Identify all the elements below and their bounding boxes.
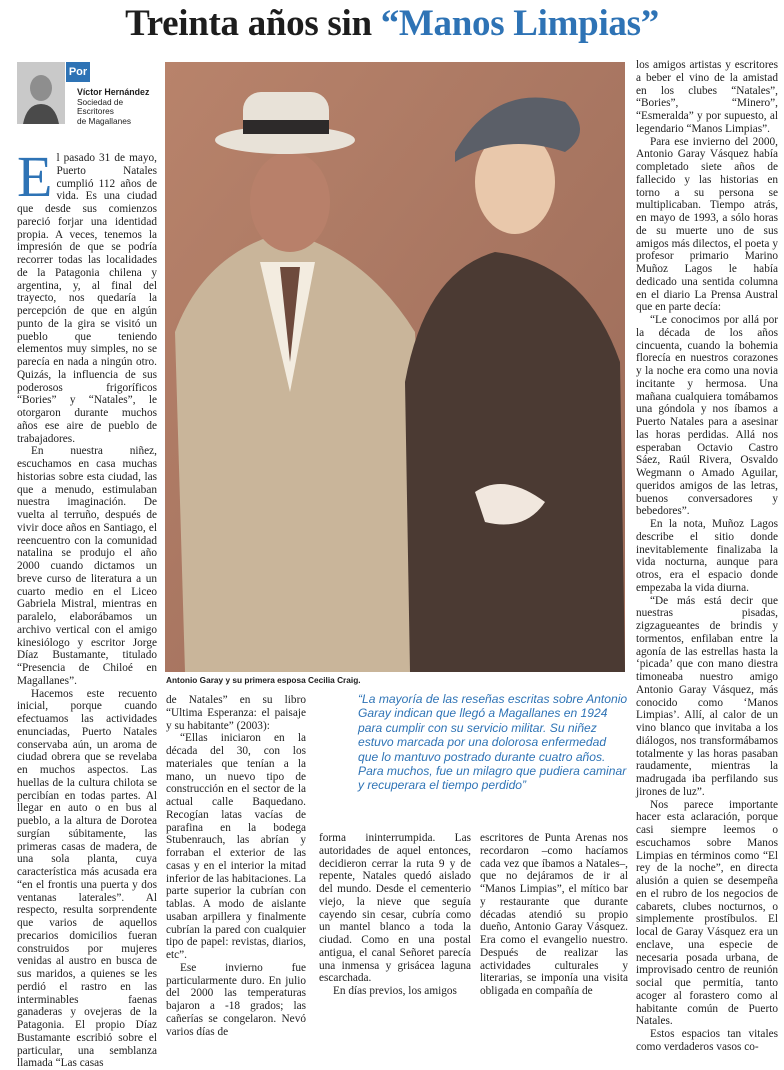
byline: [77, 88, 159, 126]
article-column-2: [166, 694, 306, 1002]
paragraph: Estos espacios tan vitales como verdaderos vasos co-: [636, 1028, 778, 1054]
drop-cap: E: [17, 154, 52, 200]
article-column-3: [319, 832, 471, 1002]
author-affiliation-line: Escritores: [77, 107, 159, 117]
article-photo: [165, 62, 625, 672]
article-column-1: [17, 152, 157, 1002]
pull-quote: [358, 692, 628, 793]
author-name: Víctor Hernández: [77, 88, 159, 98]
paragraph: “Ellas iniciaron en la década del 30, con los materiales que tenían a la mano, un nuevo tipo de construcción en el sector de la actual calle Baquedano. Recogían latas vacías de parafina en la bodega Stubenrauch, las abrían y forraban el exterior de las casas y en el interior la mitad inferior de las habitaciones. La parte superior la cubrían con tablas. A modo de aislante usaban arpillera y finalmente cubrían la pared con cualquier tipo de papel: revistas, diarios, etc”.: [166, 732, 306, 962]
paragraph: forma ininterrumpida. Las autoridades de aquel entonces, decidieron cerrar la ruta 9 y de repente, Natales quedó aislado del mundo. Desde el cementerio viejo, la nieve que seguía cayendo sin cesar, cubría como un mantel blanco a toda la ciudad. Como en una postal antigua, el canal Señoret parecía una inmensa y grisácea laguna escarchada.: [319, 832, 471, 985]
paragraph: “De más está decir que nuestras pisadas, zigzagueantes de brindis y tormentos, enfilaban entre la agonía de las estrellas hasta la ‘picada’ que con mano diestra timoneaba nuestro amigo Antonio Garay Vásquez, más conocido como ‘Manos Limpias’. Allí, al calor de un vino blanco que invitaba a los diálogos, nos transformábamos totalmente y las horas pasaban raudamente, mientras la madrugada iba perfilando sus jirones de luz”.: [636, 595, 778, 799]
paragraph: escritores de Punta Arenas nos recordaron –como hacíamos cada vez que íbamos a Natales–, que no dejáramos de ir al “Manos Limpias”, el mítico bar y restaurante que durante décadas atendió su propio dueño, Antonio Garay Vásquez. Era como el evangelio nuestro. Después de realizar las actividades culturales y literarias, se imponía una visita obligada en compañía de: [480, 832, 628, 998]
headline-prefix: Treinta años sin: [125, 3, 381, 44]
pull-quote-text: “La mayoría de las reseñas escritas sobre Antonio Garay indican que llegó a Magallanes en 1924 para cumplir con su servicio militar. Su niñez estuvo marcada por una dolorosa enfermedad que lo mantuvo postrado durante cuatro años. Para muchos, fue un milagro que pudiera caminar y recuperara el tiempo perdido”: [358, 692, 628, 793]
paragraph: En días previos, los amigos: [319, 985, 471, 998]
author-affiliation-line: de Magallanes: [77, 117, 159, 127]
article-column-4: [480, 832, 628, 1002]
headline: [0, 2, 784, 46]
paragraph: Nos parece importante hacer esta aclaración, porque casi siempre leemos o escuchamos sobre Manos Limpias en términos como “El rey de la noche”, en directa alusión a quien se desempeña en el rubro de los negocios de cabarets, clubes nocturnos, o simplemente prostíbulos. El local de Garay Vásquez era un enclave, una especie de necesaria posada urbana, de improvisado centro de reunión social que permitía, tanto acoger al forastero como al habitante común de Puerto Natales.: [636, 799, 778, 1029]
photo-caption: Antonio Garay y su primera esposa Cecilia Craig.: [166, 675, 361, 685]
paragraph: En la nota, Muñoz Lagos describe el sitio donde inevitablemente finalizaba la vida nocturna, aunque para otros, era el espacio donde empezaba la vida diurna.: [636, 518, 778, 595]
headline-quote: “Manos Limpias”: [381, 3, 659, 44]
paragraph: Para ese invierno del 2000, Antonio Garay Vásquez había completado siete años de fallecido y las historias en torno a su persona se multiplicaban. Tiempo atrás, en mayo de 1993, a sólo horas de su muerte uno de sus amigos más dilectos, el poeta y profesor primario Marino Muñoz Lagos le había dedicado una sentida columna en el diario La Prensa Austral que en parte decía:: [636, 136, 778, 315]
article-column-5: [636, 59, 778, 1002]
paragraph: Hacemos este recuento inicial, porque cuando efectuamos las actividades enunciadas, Puerto Natales conservaba aún, un aroma de ciudad obrera que se revelaba en muchos aspectos. Las huellas de la cultura chilota se percibían en todas partes. Al llegar en auto o en bus al pueblo, a la altura de Dorotea surgían súbitamente, las primeras casas de madera, de una sola planta, cuya característica más acusada era “en el frontis una puerta y dos ventanas laterales”. Al respecto, resulta sorprendente que varios de aquellos precarios domicilios fueran construidos por mujeres venidas al austro en busca de sus maridos, a quienes se les perdió el rastro en las interminables faenas ganaderas y ovejeras de la Patagonia. El propio Díaz Bustamante escribió sobre el particular, una semblanza llamada “Las casas: [17, 688, 157, 1070]
byline-tag: Por: [66, 62, 90, 82]
author-affiliation-line: Sociedad de: [77, 98, 159, 108]
paragraph: los amigos artistas y escritores a beber el vino de la amistad en los clubes “Natales”, “Bories”, “Minero”, “Esmeralda” y por supuesto, al legendario “Manos Limpias”.: [636, 59, 778, 136]
author-photo: [17, 62, 65, 124]
paragraph: de Natales” en su libro “Ultima Esperanza: el paisaje y su habitante” (2003):: [166, 694, 306, 732]
paragraph: “Le conocimos por allá por la década de los años cincuenta, cuando la bohemia florecía en nuestros corazones y la noche era como una novia incitante y hermosa. Una mañana cualquiera tomábamos una góndola y nos íbamos a Puerto Natales para a asesinar las horas perdidas. Allá nos esperaban Octavio Castro Sáez, Raúl Rivera, Osvaldo Wegmann o Amado Aguilar, queridos amigos de las letras, buenos conversadores y bebedores”.: [636, 314, 778, 518]
paragraph: En nuestra niñez, escuchamos en casa muchas historias sobre esta ciudad, las que a menudo, estimulaban nuestra imaginación. De vuelta al terruño, después de vivir doce años en Santiago, el reencuentro con la comunidad natalina se produjo el año 2000 cuando dictamos un breve curso de literatura a un cuarto medio en el Liceo Gabriela Mistral, mientras en paralelo, elaborábamos un archivo vertical con el amigo kinesiólogo y escritor Jorge Díaz Bustamante, titulado “Presencia de Chiloé en Magallanes”.: [17, 445, 157, 687]
paragraph: El pasado 31 de mayo, Puerto Natales cumplió 112 años de vida. Es una ciudad que desde sus comienzos pareció forjar una identidad propia. A veces, tenemos la impresión de que se podría recorrer todas las localidades de la Patagonia chilena y argentina, y, al final del trayecto, nos quedaría la percepción de que en algún punto de la gira se visitó un pueblo que teniendo elementos muy simples, no se parecía en nada a ningún otro. Quizás, la influencia de sus poderosos frigoríficos “Bories” y “Natales”, le otorgaron durante muchos años ese aire de pueblo de trabajadores.: [17, 152, 157, 445]
paragraph: Ese invierno fue particularmente duro. En julio del 2000 las temperaturas bajaron a -18 grados; las cañerías se congelaron. Nevó varios días de: [166, 962, 306, 1039]
